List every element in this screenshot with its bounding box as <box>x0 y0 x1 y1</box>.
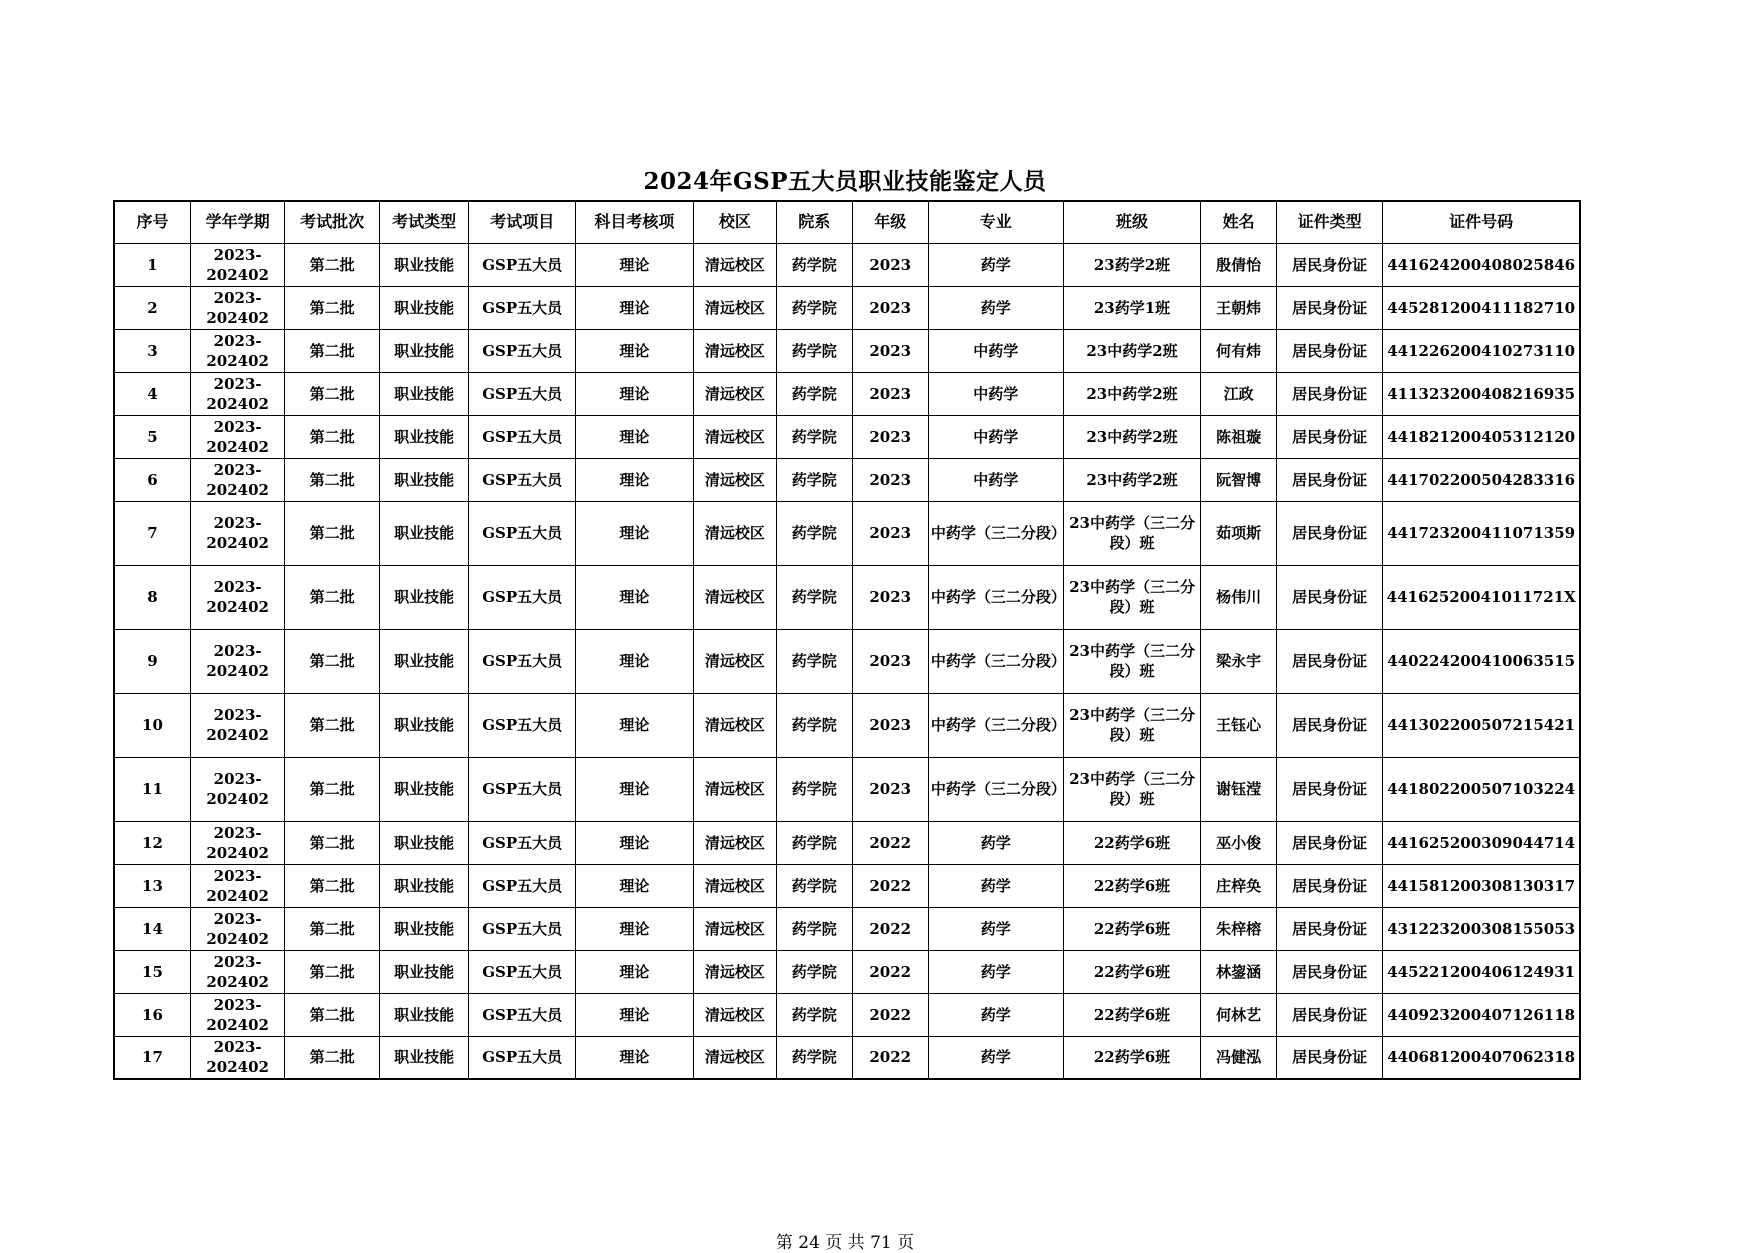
exam-item-cell: GSP五大员 <box>469 907 576 950</box>
department-cell: 药学院 <box>777 629 852 693</box>
table-header-row <box>114 201 1580 243</box>
campus-cell: 清远校区 <box>693 757 776 821</box>
exam-item-cell: GSP五大员 <box>469 629 576 693</box>
table-row <box>114 629 1580 693</box>
table-row <box>114 950 1580 993</box>
campus-cell: 清远校区 <box>693 693 776 757</box>
table-row <box>114 821 1580 864</box>
exam-batch-cell: 第二批 <box>285 329 380 372</box>
academic-term-cell: 2023-202402 <box>190 329 285 372</box>
id-number-cell: 441821200405312120 <box>1383 415 1580 458</box>
department-cell: 药学院 <box>777 907 852 950</box>
exam-type-cell: 职业技能 <box>379 864 468 907</box>
exam-batch-cell: 第二批 <box>285 415 380 458</box>
campus-cell: 清远校区 <box>693 629 776 693</box>
department-cell: 药学院 <box>777 501 852 565</box>
id-number-cell: 44162520041011721X <box>1383 565 1580 629</box>
exam-item-cell: GSP五大员 <box>469 993 576 1036</box>
assessment-item-cell: 理论 <box>576 243 694 286</box>
major-cell: 药学 <box>928 243 1063 286</box>
campus-cell: 清远校区 <box>693 415 776 458</box>
major-cell: 中药学（三二分段） <box>928 565 1063 629</box>
assessment-item-cell: 理论 <box>576 993 694 1036</box>
exam-type-cell: 职业技能 <box>379 372 468 415</box>
column-header: 班级 <box>1063 201 1201 243</box>
campus-cell: 清远校区 <box>693 565 776 629</box>
id-number-cell: 445281200411182710 <box>1383 286 1580 329</box>
class-cell: 23药学2班 <box>1063 243 1201 286</box>
department-cell: 药学院 <box>777 950 852 993</box>
academic-term-cell: 2023-202402 <box>190 693 285 757</box>
column-header: 证件号码 <box>1383 201 1580 243</box>
department-cell: 药学院 <box>777 565 852 629</box>
exam-type-cell: 职业技能 <box>379 243 468 286</box>
table-row <box>114 458 1580 501</box>
exam-batch-cell: 第二批 <box>285 629 380 693</box>
class-cell: 22药学6班 <box>1063 950 1201 993</box>
row-number-cell: 17 <box>114 1036 190 1079</box>
grade-cell: 2022 <box>852 821 928 864</box>
id-type-cell: 居民身份证 <box>1276 821 1383 864</box>
campus-cell: 清远校区 <box>693 1036 776 1079</box>
assessment-item-cell: 理论 <box>576 864 694 907</box>
name-cell: 殷倩怡 <box>1201 243 1276 286</box>
table-row <box>114 329 1580 372</box>
exam-item-cell: GSP五大员 <box>469 243 576 286</box>
class-cell: 23中药学（三二分段）班 <box>1063 501 1201 565</box>
grade-cell: 2023 <box>852 415 928 458</box>
exam-type-cell: 职业技能 <box>379 458 468 501</box>
academic-term-cell: 2023-202402 <box>190 565 285 629</box>
id-number-cell: 440923200407126118 <box>1383 993 1580 1036</box>
exam-type-cell: 职业技能 <box>379 1036 468 1079</box>
column-header: 证件类型 <box>1276 201 1383 243</box>
id-type-cell: 居民身份证 <box>1276 757 1383 821</box>
exam-type-cell: 职业技能 <box>379 565 468 629</box>
id-number-cell: 440681200407062318 <box>1383 1036 1580 1079</box>
row-number-cell: 2 <box>114 286 190 329</box>
table-row <box>114 864 1580 907</box>
name-cell: 庄梓奂 <box>1201 864 1276 907</box>
department-cell: 药学院 <box>777 329 852 372</box>
grade-cell: 2022 <box>852 993 928 1036</box>
table-row <box>114 415 1580 458</box>
grade-cell: 2022 <box>852 864 928 907</box>
department-cell: 药学院 <box>777 864 852 907</box>
personnel-table <box>113 200 1581 1080</box>
column-header: 年级 <box>852 201 928 243</box>
table-row <box>114 907 1580 950</box>
major-cell: 药学 <box>928 1036 1063 1079</box>
grade-cell: 2023 <box>852 629 928 693</box>
exam-batch-cell: 第二批 <box>285 693 380 757</box>
id-type-cell: 居民身份证 <box>1276 329 1383 372</box>
name-cell: 王朝炜 <box>1201 286 1276 329</box>
major-cell: 中药学（三二分段） <box>928 629 1063 693</box>
class-cell: 23中药学2班 <box>1063 329 1201 372</box>
campus-cell: 清远校区 <box>693 329 776 372</box>
table-row <box>114 501 1580 565</box>
grade-cell: 2023 <box>852 501 928 565</box>
campus-cell: 清远校区 <box>693 907 776 950</box>
grade-cell: 2023 <box>852 329 928 372</box>
academic-term-cell: 2023-202402 <box>190 629 285 693</box>
class-cell: 22药学6班 <box>1063 1036 1201 1079</box>
exam-batch-cell: 第二批 <box>285 372 380 415</box>
assessment-item-cell: 理论 <box>576 1036 694 1079</box>
assessment-item-cell: 理论 <box>576 629 694 693</box>
academic-term-cell: 2023-202402 <box>190 907 285 950</box>
academic-term-cell: 2023-202402 <box>190 458 285 501</box>
grade-cell: 2022 <box>852 1036 928 1079</box>
table-row <box>114 565 1580 629</box>
department-cell: 药学院 <box>777 821 852 864</box>
major-cell: 药学 <box>928 864 1063 907</box>
campus-cell: 清远校区 <box>693 864 776 907</box>
exam-batch-cell: 第二批 <box>285 458 380 501</box>
exam-item-cell: GSP五大员 <box>469 372 576 415</box>
column-header: 姓名 <box>1201 201 1276 243</box>
exam-batch-cell: 第二批 <box>285 565 380 629</box>
id-type-cell: 居民身份证 <box>1276 693 1383 757</box>
id-number-cell: 445221200406124931 <box>1383 950 1580 993</box>
class-cell: 22药学6班 <box>1063 821 1201 864</box>
exam-type-cell: 职业技能 <box>379 757 468 821</box>
id-number-cell: 440224200410063515 <box>1383 629 1580 693</box>
name-cell: 阮智博 <box>1201 458 1276 501</box>
id-number-cell: 441723200411071359 <box>1383 501 1580 565</box>
academic-term-cell: 2023-202402 <box>190 1036 285 1079</box>
exam-item-cell: GSP五大员 <box>469 501 576 565</box>
column-header: 学年学期 <box>190 201 285 243</box>
exam-type-cell: 职业技能 <box>379 286 468 329</box>
campus-cell: 清远校区 <box>693 372 776 415</box>
id-type-cell: 居民身份证 <box>1276 1036 1383 1079</box>
name-cell: 江政 <box>1201 372 1276 415</box>
major-cell: 中药学 <box>928 415 1063 458</box>
academic-term-cell: 2023-202402 <box>190 286 285 329</box>
grade-cell: 2023 <box>852 565 928 629</box>
id-type-cell: 居民身份证 <box>1276 629 1383 693</box>
exam-batch-cell: 第二批 <box>285 757 380 821</box>
department-cell: 药学院 <box>777 1036 852 1079</box>
campus-cell: 清远校区 <box>693 458 776 501</box>
academic-term-cell: 2023-202402 <box>190 993 285 1036</box>
campus-cell: 清远校区 <box>693 501 776 565</box>
class-cell: 23中药学（三二分段）班 <box>1063 565 1201 629</box>
exam-batch-cell: 第二批 <box>285 864 380 907</box>
major-cell: 中药学（三二分段） <box>928 757 1063 821</box>
exam-batch-cell: 第二批 <box>285 821 380 864</box>
name-cell: 梁永宇 <box>1201 629 1276 693</box>
academic-term-cell: 2023-202402 <box>190 372 285 415</box>
table-row <box>114 757 1580 821</box>
department-cell: 药学院 <box>777 693 852 757</box>
id-number-cell: 441802200507103224 <box>1383 757 1580 821</box>
major-cell: 中药学 <box>928 458 1063 501</box>
grade-cell: 2023 <box>852 693 928 757</box>
grade-cell: 2023 <box>852 243 928 286</box>
id-number-cell: 441581200308130317 <box>1383 864 1580 907</box>
row-number-cell: 4 <box>114 372 190 415</box>
major-cell: 药学 <box>928 993 1063 1036</box>
id-number-cell: 441226200410273110 <box>1383 329 1580 372</box>
row-number-cell: 11 <box>114 757 190 821</box>
row-number-cell: 1 <box>114 243 190 286</box>
id-type-cell: 居民身份证 <box>1276 993 1383 1036</box>
column-header: 专业 <box>928 201 1063 243</box>
name-cell: 茹项斯 <box>1201 501 1276 565</box>
id-type-cell: 居民身份证 <box>1276 864 1383 907</box>
exam-item-cell: GSP五大员 <box>469 950 576 993</box>
exam-type-cell: 职业技能 <box>379 821 468 864</box>
class-cell: 22药学6班 <box>1063 993 1201 1036</box>
exam-type-cell: 职业技能 <box>379 629 468 693</box>
name-cell: 朱梓榕 <box>1201 907 1276 950</box>
exam-batch-cell: 第二批 <box>285 950 380 993</box>
exam-type-cell: 职业技能 <box>379 993 468 1036</box>
name-cell: 冯健泓 <box>1201 1036 1276 1079</box>
column-header: 序号 <box>114 201 190 243</box>
id-type-cell: 居民身份证 <box>1276 565 1383 629</box>
academic-term-cell: 2023-202402 <box>190 821 285 864</box>
row-number-cell: 12 <box>114 821 190 864</box>
department-cell: 药学院 <box>777 993 852 1036</box>
assessment-item-cell: 理论 <box>576 458 694 501</box>
id-number-cell: 441702200504283316 <box>1383 458 1580 501</box>
department-cell: 药学院 <box>777 415 852 458</box>
major-cell: 中药学（三二分段） <box>928 501 1063 565</box>
row-number-cell: 6 <box>114 458 190 501</box>
exam-item-cell: GSP五大员 <box>469 565 576 629</box>
grade-cell: 2023 <box>852 458 928 501</box>
exam-batch-cell: 第二批 <box>285 501 380 565</box>
assessment-item-cell: 理论 <box>576 286 694 329</box>
grade-cell: 2023 <box>852 372 928 415</box>
row-number-cell: 10 <box>114 693 190 757</box>
assessment-item-cell: 理论 <box>576 950 694 993</box>
id-number-cell: 441302200507215421 <box>1383 693 1580 757</box>
academic-term-cell: 2023-202402 <box>190 415 285 458</box>
assessment-item-cell: 理论 <box>576 693 694 757</box>
campus-cell: 清远校区 <box>693 821 776 864</box>
grade-cell: 2023 <box>852 286 928 329</box>
class-cell: 23中药学2班 <box>1063 458 1201 501</box>
exam-item-cell: GSP五大员 <box>469 821 576 864</box>
exam-item-cell: GSP五大员 <box>469 458 576 501</box>
id-type-cell: 居民身份证 <box>1276 907 1383 950</box>
table-body <box>114 243 1580 1079</box>
table-row <box>114 993 1580 1036</box>
table-row <box>114 693 1580 757</box>
column-header: 考试批次 <box>285 201 380 243</box>
academic-term-cell: 2023-202402 <box>190 864 285 907</box>
department-cell: 药学院 <box>777 757 852 821</box>
campus-cell: 清远校区 <box>693 243 776 286</box>
grade-cell: 2022 <box>852 950 928 993</box>
id-number-cell: 441624200408025846 <box>1383 243 1580 286</box>
name-cell: 何有炜 <box>1201 329 1276 372</box>
table-row <box>114 286 1580 329</box>
assessment-item-cell: 理论 <box>576 372 694 415</box>
department-cell: 药学院 <box>777 372 852 415</box>
table-row <box>114 243 1580 286</box>
exam-type-cell: 职业技能 <box>379 329 468 372</box>
assessment-item-cell: 理论 <box>576 757 694 821</box>
id-number-cell: 441625200309044714 <box>1383 821 1580 864</box>
class-cell: 23中药学（三二分段）班 <box>1063 693 1201 757</box>
id-type-cell: 居民身份证 <box>1276 243 1383 286</box>
class-cell: 22药学6班 <box>1063 864 1201 907</box>
assessment-item-cell: 理论 <box>576 907 694 950</box>
exam-item-cell: GSP五大员 <box>469 864 576 907</box>
academic-term-cell: 2023-202402 <box>190 950 285 993</box>
grade-cell: 2022 <box>852 907 928 950</box>
exam-type-cell: 职业技能 <box>379 501 468 565</box>
id-type-cell: 居民身份证 <box>1276 950 1383 993</box>
class-cell: 23中药学2班 <box>1063 415 1201 458</box>
academic-term-cell: 2023-202402 <box>190 243 285 286</box>
class-cell: 23中药学（三二分段）班 <box>1063 629 1201 693</box>
major-cell: 中药学 <box>928 329 1063 372</box>
campus-cell: 清远校区 <box>693 993 776 1036</box>
row-number-cell: 14 <box>114 907 190 950</box>
exam-item-cell: GSP五大员 <box>469 415 576 458</box>
class-cell: 23药学1班 <box>1063 286 1201 329</box>
exam-batch-cell: 第二批 <box>285 907 380 950</box>
column-header: 考试项目 <box>469 201 576 243</box>
major-cell: 中药学（三二分段） <box>928 693 1063 757</box>
assessment-item-cell: 理论 <box>576 565 694 629</box>
major-cell: 药学 <box>928 821 1063 864</box>
department-cell: 药学院 <box>777 286 852 329</box>
exam-type-cell: 职业技能 <box>379 415 468 458</box>
major-cell: 药学 <box>928 286 1063 329</box>
row-number-cell: 5 <box>114 415 190 458</box>
grade-cell: 2023 <box>852 757 928 821</box>
row-number-cell: 9 <box>114 629 190 693</box>
column-header: 校区 <box>693 201 776 243</box>
exam-item-cell: GSP五大员 <box>469 329 576 372</box>
row-number-cell: 16 <box>114 993 190 1036</box>
department-cell: 药学院 <box>777 243 852 286</box>
row-number-cell: 3 <box>114 329 190 372</box>
assessment-item-cell: 理论 <box>576 821 694 864</box>
column-header: 科目考核项 <box>576 201 694 243</box>
document-title: 2024年GSP五大员职业技能鉴定人员 <box>643 168 1047 195</box>
assessment-item-cell: 理论 <box>576 415 694 458</box>
academic-term-cell: 2023-202402 <box>190 501 285 565</box>
exam-type-cell: 职业技能 <box>379 950 468 993</box>
exam-item-cell: GSP五大员 <box>469 286 576 329</box>
row-number-cell: 15 <box>114 950 190 993</box>
exam-batch-cell: 第二批 <box>285 286 380 329</box>
name-cell: 陈祖璇 <box>1201 415 1276 458</box>
name-cell: 何林艺 <box>1201 993 1276 1036</box>
id-number-cell: 431223200308155053 <box>1383 907 1580 950</box>
exam-type-cell: 职业技能 <box>379 907 468 950</box>
campus-cell: 清远校区 <box>693 950 776 993</box>
campus-cell: 清远校区 <box>693 286 776 329</box>
exam-item-cell: GSP五大员 <box>469 693 576 757</box>
name-cell: 王钰心 <box>1201 693 1276 757</box>
id-type-cell: 居民身份证 <box>1276 501 1383 565</box>
exam-batch-cell: 第二批 <box>285 993 380 1036</box>
table-row <box>114 1036 1580 1079</box>
row-number-cell: 8 <box>114 565 190 629</box>
name-cell: 林鋆涵 <box>1201 950 1276 993</box>
class-cell: 23中药学2班 <box>1063 372 1201 415</box>
assessment-item-cell: 理论 <box>576 329 694 372</box>
table-row <box>114 372 1580 415</box>
id-type-cell: 居民身份证 <box>1276 372 1383 415</box>
major-cell: 药学 <box>928 950 1063 993</box>
class-cell: 23中药学（三二分段）班 <box>1063 757 1201 821</box>
page-footer: 第 24 页 共 71 页 <box>775 1233 915 1253</box>
exam-item-cell: GSP五大员 <box>469 757 576 821</box>
assessment-item-cell: 理论 <box>576 501 694 565</box>
major-cell: 药学 <box>928 907 1063 950</box>
exam-item-cell: GSP五大员 <box>469 1036 576 1079</box>
id-type-cell: 居民身份证 <box>1276 458 1383 501</box>
exam-batch-cell: 第二批 <box>285 243 380 286</box>
id-type-cell: 居民身份证 <box>1276 415 1383 458</box>
major-cell: 中药学 <box>928 372 1063 415</box>
name-cell: 巫小俊 <box>1201 821 1276 864</box>
name-cell: 谢钰滢 <box>1201 757 1276 821</box>
row-number-cell: 13 <box>114 864 190 907</box>
academic-term-cell: 2023-202402 <box>190 757 285 821</box>
column-header: 院系 <box>777 201 852 243</box>
exam-batch-cell: 第二批 <box>285 1036 380 1079</box>
class-cell: 22药学6班 <box>1063 907 1201 950</box>
department-cell: 药学院 <box>777 458 852 501</box>
exam-type-cell: 职业技能 <box>379 693 468 757</box>
name-cell: 杨伟川 <box>1201 565 1276 629</box>
id-number-cell: 411323200408216935 <box>1383 372 1580 415</box>
row-number-cell: 7 <box>114 501 190 565</box>
column-header: 考试类型 <box>379 201 468 243</box>
id-type-cell: 居民身份证 <box>1276 286 1383 329</box>
